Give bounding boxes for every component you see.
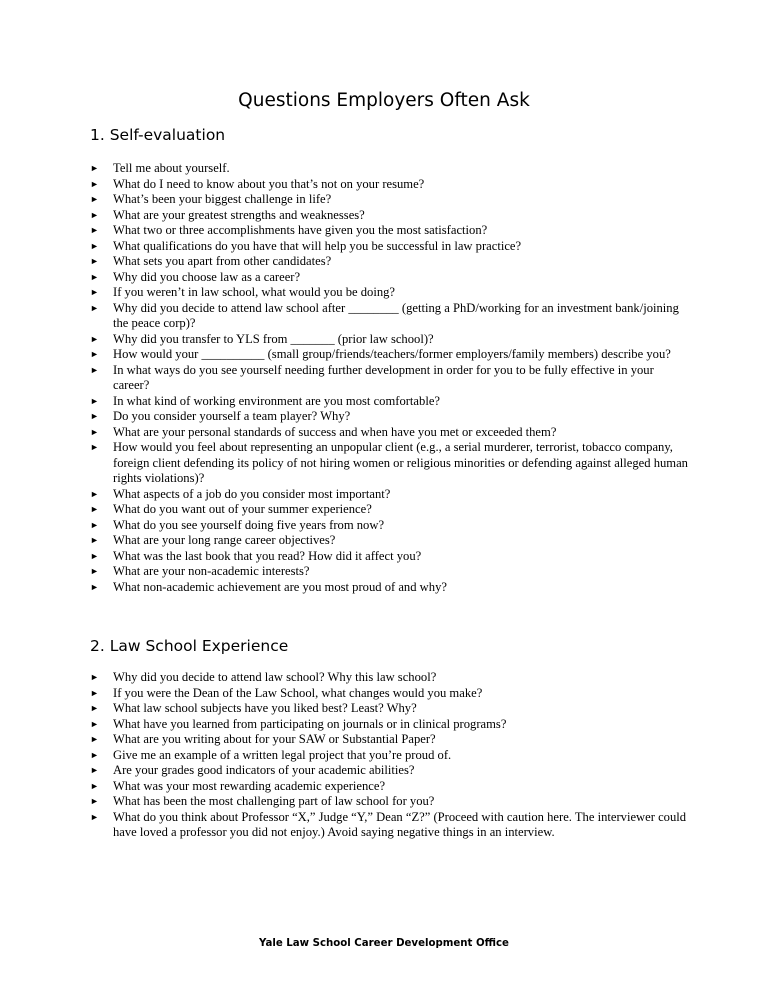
- bullet-arrow-icon: ►: [90, 550, 99, 561]
- question-item: [90, 549, 690, 565]
- bullet-arrow-icon: ►: [90, 535, 99, 545]
- question-text: What have you learned from participating on journals or in clinical programs?: [113, 716, 507, 731]
- bullet-arrow-icon: ►: [90, 811, 99, 822]
- bullet-arrow-icon: ►: [90, 765, 99, 775]
- question-item: [90, 285, 690, 301]
- question-item: [90, 502, 690, 518]
- bullet-arrow-icon: ►: [90, 796, 99, 806]
- bullet-arrow-icon: ►: [90, 395, 99, 406]
- bullet-arrow-icon: ►: [90, 178, 99, 189]
- question-item: [90, 810, 690, 841]
- bullet-arrow-icon: ►: [90, 703, 99, 713]
- bullet-arrow-icon: ►: [90, 302, 99, 313]
- question-item: [90, 487, 690, 503]
- question-text: What are your greatest strengths and weaknesses?: [113, 207, 365, 222]
- self-evaluation-question-list: [90, 161, 690, 595]
- bullet-arrow-icon: ►: [90, 349, 99, 359]
- bullet-arrow-icon: ►: [90, 581, 99, 592]
- question-item: [90, 161, 690, 177]
- question-text: What was your most rewarding academic experience?: [113, 778, 386, 793]
- question-item: [90, 332, 690, 348]
- question-item: [90, 533, 690, 549]
- question-text: What law school subjects have you liked best? Least? Why?: [113, 701, 417, 715]
- question-item: [90, 701, 690, 717]
- question-item: [90, 223, 690, 239]
- footer-office-name: Yale Law School Career Development Office: [259, 938, 509, 949]
- question-text: What are your non-academic interests?: [113, 564, 310, 578]
- question-item: [90, 363, 690, 394]
- question-item: [90, 794, 690, 810]
- question-item: [90, 580, 690, 596]
- bullet-arrow-icon: ►: [90, 411, 99, 421]
- bullet-arrow-icon: ►: [90, 672, 99, 682]
- question-text: Give me an example of a written legal project that you’re proud of.: [113, 747, 452, 762]
- question-item: [90, 394, 690, 410]
- question-item: [90, 239, 690, 255]
- bullet-arrow-icon: ►: [90, 163, 99, 173]
- question-text: Why did you transfer to YLS from _______ (prior law school)?: [113, 331, 434, 346]
- question-text: In what ways do you see yourself needing further development in order for you to be fully effective in your career?: [113, 362, 654, 392]
- page-title: Questions Employers Often Ask: [238, 90, 530, 111]
- question-item: [90, 732, 690, 748]
- question-item: [90, 440, 690, 487]
- question-text: If you were the Dean of the Law School, what changes would you make?: [113, 685, 483, 700]
- question-item: [90, 425, 690, 441]
- question-text: If you weren’t in law school, what would you be doing?: [113, 285, 396, 299]
- question-text: Why did you decide to attend law school? Why this law school?: [113, 670, 437, 684]
- question-item: [90, 192, 690, 208]
- question-item: [90, 670, 690, 686]
- question-text: What’s been your biggest challenge in life?: [113, 192, 332, 206]
- bullet-arrow-icon: ►: [90, 364, 99, 375]
- bullet-arrow-icon: ►: [90, 734, 99, 744]
- section-heading-law-school-experience: 2. Law School Experience: [90, 637, 289, 655]
- bullet-arrow-icon: ►: [90, 504, 99, 514]
- question-text: Why did you choose law as a career?: [113, 269, 301, 284]
- question-text: What two or three accomplishments have given you the most satisfaction?: [113, 223, 488, 237]
- bullet-arrow-icon: ►: [90, 749, 99, 760]
- question-item: [90, 409, 690, 425]
- bullet-arrow-icon: ►: [90, 442, 99, 452]
- question-text: How would your __________ (small group/friends/teachers/former employers/family members) describe you?: [113, 347, 671, 361]
- question-text: What do I need to know about you that’s not on your resume?: [113, 176, 425, 191]
- bullet-arrow-icon: ►: [90, 256, 99, 266]
- question-item: [90, 748, 690, 764]
- question-item: [90, 686, 690, 702]
- bullet-arrow-icon: ►: [90, 426, 99, 437]
- question-item: [90, 564, 690, 580]
- question-text: What aspects of a job do you consider most important?: [113, 486, 391, 501]
- question-text: What do you want out of your summer experience?: [113, 502, 372, 516]
- question-text: What are your long range career objectives?: [113, 533, 336, 547]
- question-text: What are you writing about for your SAW or Substantial Paper?: [113, 732, 436, 746]
- bullet-arrow-icon: ►: [90, 566, 99, 576]
- question-text: What do you think about Professor “X,” Judge “Y,” Dean “Z?” (Proceed with caution here. The interviewer could have loved a professor you did not enjoy.) Avoid saying negative things in an interview.: [113, 809, 687, 839]
- question-text: What non-academic achievement are you most proud of and why?: [113, 579, 447, 594]
- question-text: What do you see yourself doing five years from now?: [113, 517, 385, 532]
- question-text: Are your grades good indicators of your academic abilities?: [113, 763, 415, 777]
- question-text: Do you consider yourself a team player? Why?: [113, 409, 351, 423]
- question-item: [90, 254, 690, 270]
- question-item: [90, 763, 690, 779]
- question-text: Tell me about yourself.: [113, 161, 230, 175]
- question-text: What qualifications do you have that will help you be successful in law practice?: [113, 238, 522, 253]
- question-text: What has been the most challenging part of law school for you?: [113, 794, 435, 808]
- question-text: In what kind of working environment are you most comfortable?: [113, 393, 441, 408]
- question-text: What are your personal standards of success and when have you met or exceeded them?: [113, 424, 557, 439]
- bullet-arrow-icon: ►: [90, 209, 99, 220]
- question-item: [90, 301, 690, 332]
- question-text: What sets you apart from other candidates?: [113, 254, 332, 268]
- bullet-arrow-icon: ►: [90, 271, 99, 282]
- bullet-arrow-icon: ►: [90, 519, 99, 530]
- question-item: [90, 779, 690, 795]
- bullet-arrow-icon: ►: [90, 718, 99, 729]
- question-item: [90, 347, 690, 363]
- bullet-arrow-icon: ►: [90, 225, 99, 235]
- bullet-arrow-icon: ►: [90, 194, 99, 204]
- question-item: [90, 717, 690, 733]
- bullet-arrow-icon: ►: [90, 240, 99, 251]
- bullet-arrow-icon: ►: [90, 333, 99, 344]
- question-text: What was the last book that you read? How did it affect you?: [113, 548, 422, 563]
- question-item: [90, 208, 690, 224]
- law-school-question-list: [90, 670, 690, 841]
- bullet-arrow-icon: ►: [90, 287, 99, 297]
- question-item: [90, 270, 690, 286]
- question-text: How would you feel about representing an unpopular client (e.g., a serial murderer, terrorist, tobacco company, foreign client defending its policy of not hiring women or religious minorities or defending against alleged human rights violations)?: [113, 440, 688, 485]
- bullet-arrow-icon: ►: [90, 780, 99, 791]
- section-heading-self-evaluation: 1. Self-evaluation: [90, 126, 226, 144]
- question-text: Why did you decide to attend law school after ________ (getting a PhD/working for an investment bank/joining the peace corp)?: [113, 300, 679, 330]
- question-item: [90, 177, 690, 193]
- bullet-arrow-icon: ►: [90, 687, 99, 698]
- bullet-arrow-icon: ►: [90, 488, 99, 499]
- question-item: [90, 518, 690, 534]
